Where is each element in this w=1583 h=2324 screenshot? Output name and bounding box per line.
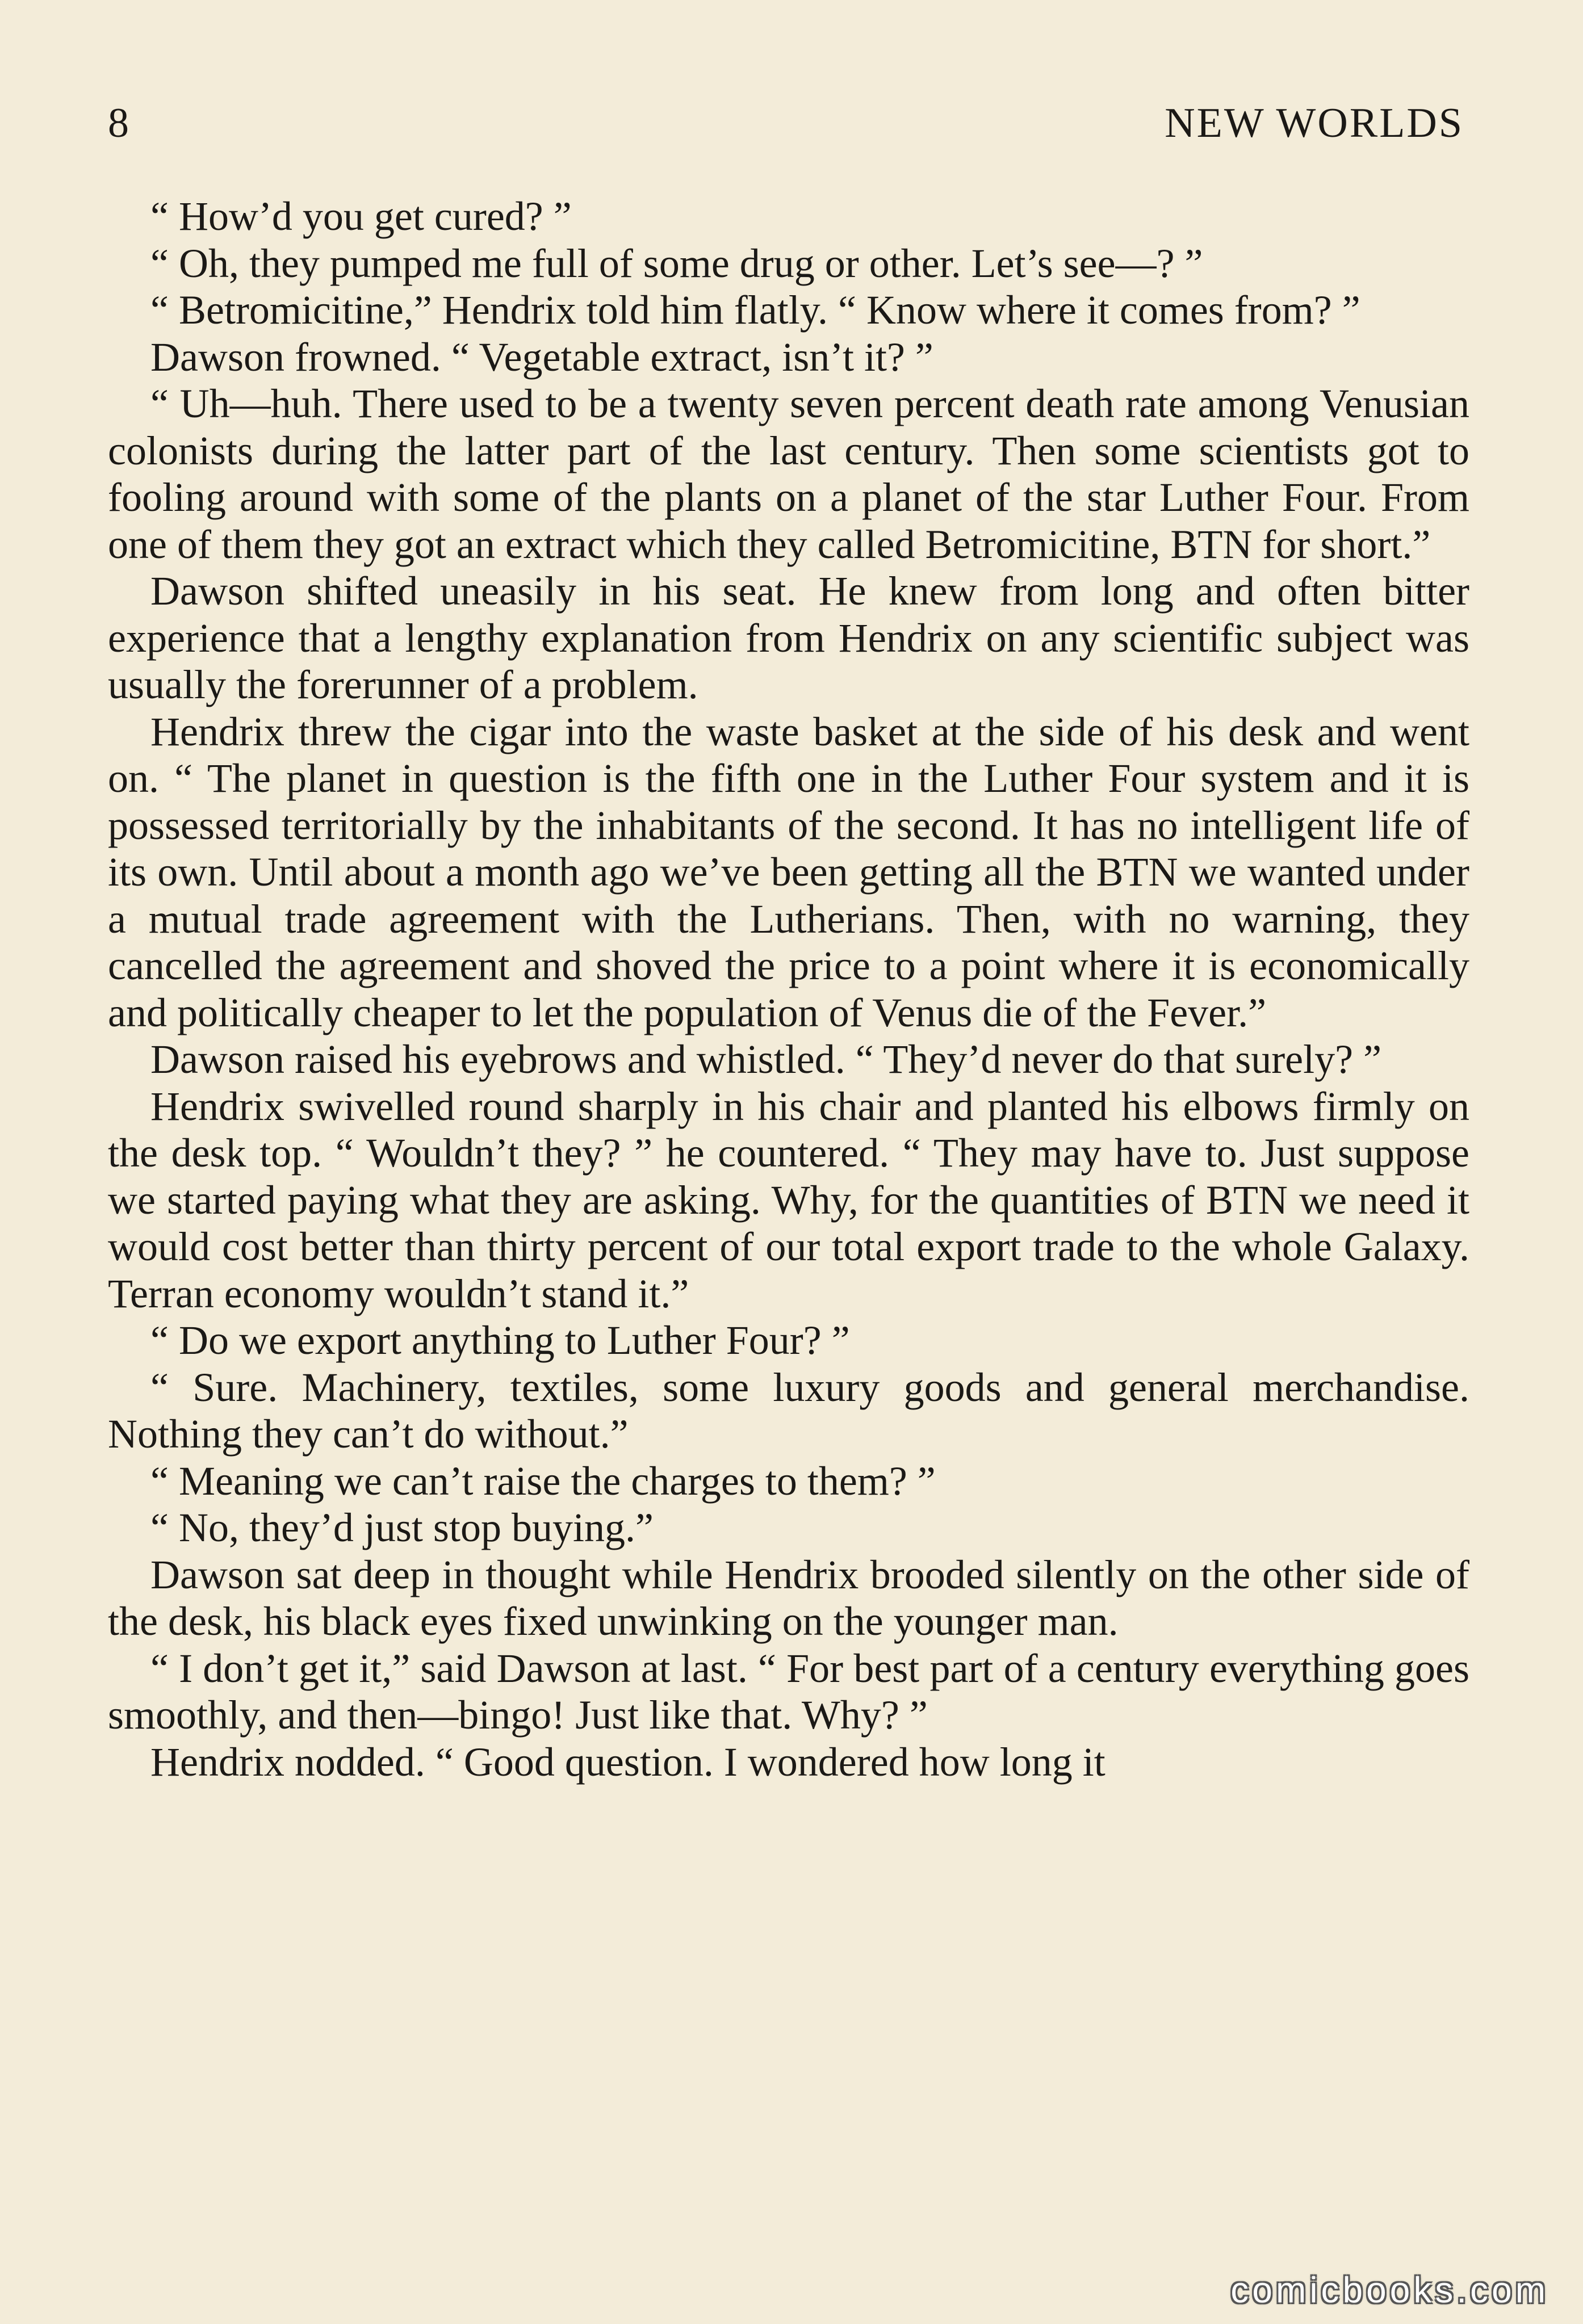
paragraph: “ Betromicitine,” Hendrix told him flatly. “ Know where it comes from? ” — [150, 287, 1360, 333]
page-number: 8 — [108, 100, 129, 146]
paragraph: “ Meaning we can’t raise the charges to them? ” — [150, 1458, 936, 1504]
paragraph: “ Do we export anything to Luther Four? ” — [150, 1318, 850, 1363]
paragraph: Dawson raised his eyebrows and whistled. “ They’d never do that surely? ” — [150, 1037, 1382, 1082]
paragraph: “ Sure. Machinery, textiles, some luxury goods and general merchandise. Nothing they can’t do without.” — [108, 1364, 1469, 1457]
running-head: NEW WORLDS — [1165, 100, 1464, 146]
paragraph: Dawson sat deep in thought while Hendrix brooded silently on the other side of the desk, his black eyes fixed unwinking on the younger man. — [108, 1551, 1469, 1644]
paragraph: “ No, they’d just stop buying.” — [150, 1505, 654, 1550]
paragraph: “ How’d you get cured? ” — [150, 194, 572, 239]
paragraph: “ Oh, they pumped me full of some drug or other. Let’s see—? ” — [150, 240, 1203, 286]
paragraph: Hendrix threw the cigar into the waste basket at the side of his desk and went on. “ The planet in question is the fifth one in the Luther Four system and it is possessed territorially by the inhabitants of the second. It has no intelligent life of its own. Until about a month ago we’ve been getting all the BTN we wanted under a mutual trade agreement with the Lutherians. Then, with no warning, they cancelled the agreement and shoved the price to a point where it is economically and politically cheaper to let the population of Venus die of the Fever.” — [108, 708, 1469, 1035]
body-text — [108, 193, 1469, 1785]
paragraph: “ I don’t get it,” said Dawson at last. “ For best part of a century everything goes smoothly, and then—bingo! Just like that. Why? ” — [108, 1645, 1469, 1738]
watermark: comicbooks.com — [1230, 2270, 1549, 2310]
paragraph: Hendrix swivelled round sharply in his chair and planted his elbows firmly on the desk top. “ Wouldn’t they? ” he countered. “ They may have to. Just suppose we started paying what they are asking. Why, for the quantities of BTN we need it would cost better than thirty percent of our total export trade to the whole Galaxy. Terran economy wouldn’t stand it.” — [108, 1083, 1469, 1316]
paragraph: Hendrix nodded. “ Good question. I wondered how long it — [150, 1739, 1105, 1785]
paragraph: Dawson frowned. “ Vegetable extract, isn’t it? ” — [150, 334, 933, 380]
page-header — [108, 91, 1464, 159]
paragraph: “ Uh—huh. There used to be a twenty seven percent death rate among Venusian colonists during the latter part of the last century. Then some scientists got to fooling around with some of the plants on a planet of the star Luther Four. From one of them they got an extract which they called Betromicitine, BTN for short.” — [108, 381, 1469, 567]
paragraph: Dawson shifted uneasily in his seat. He knew from long and often bitter experience that a lengthy explanation from Hendrix on any scientific subject was usually the forerunner of a problem. — [108, 568, 1469, 707]
